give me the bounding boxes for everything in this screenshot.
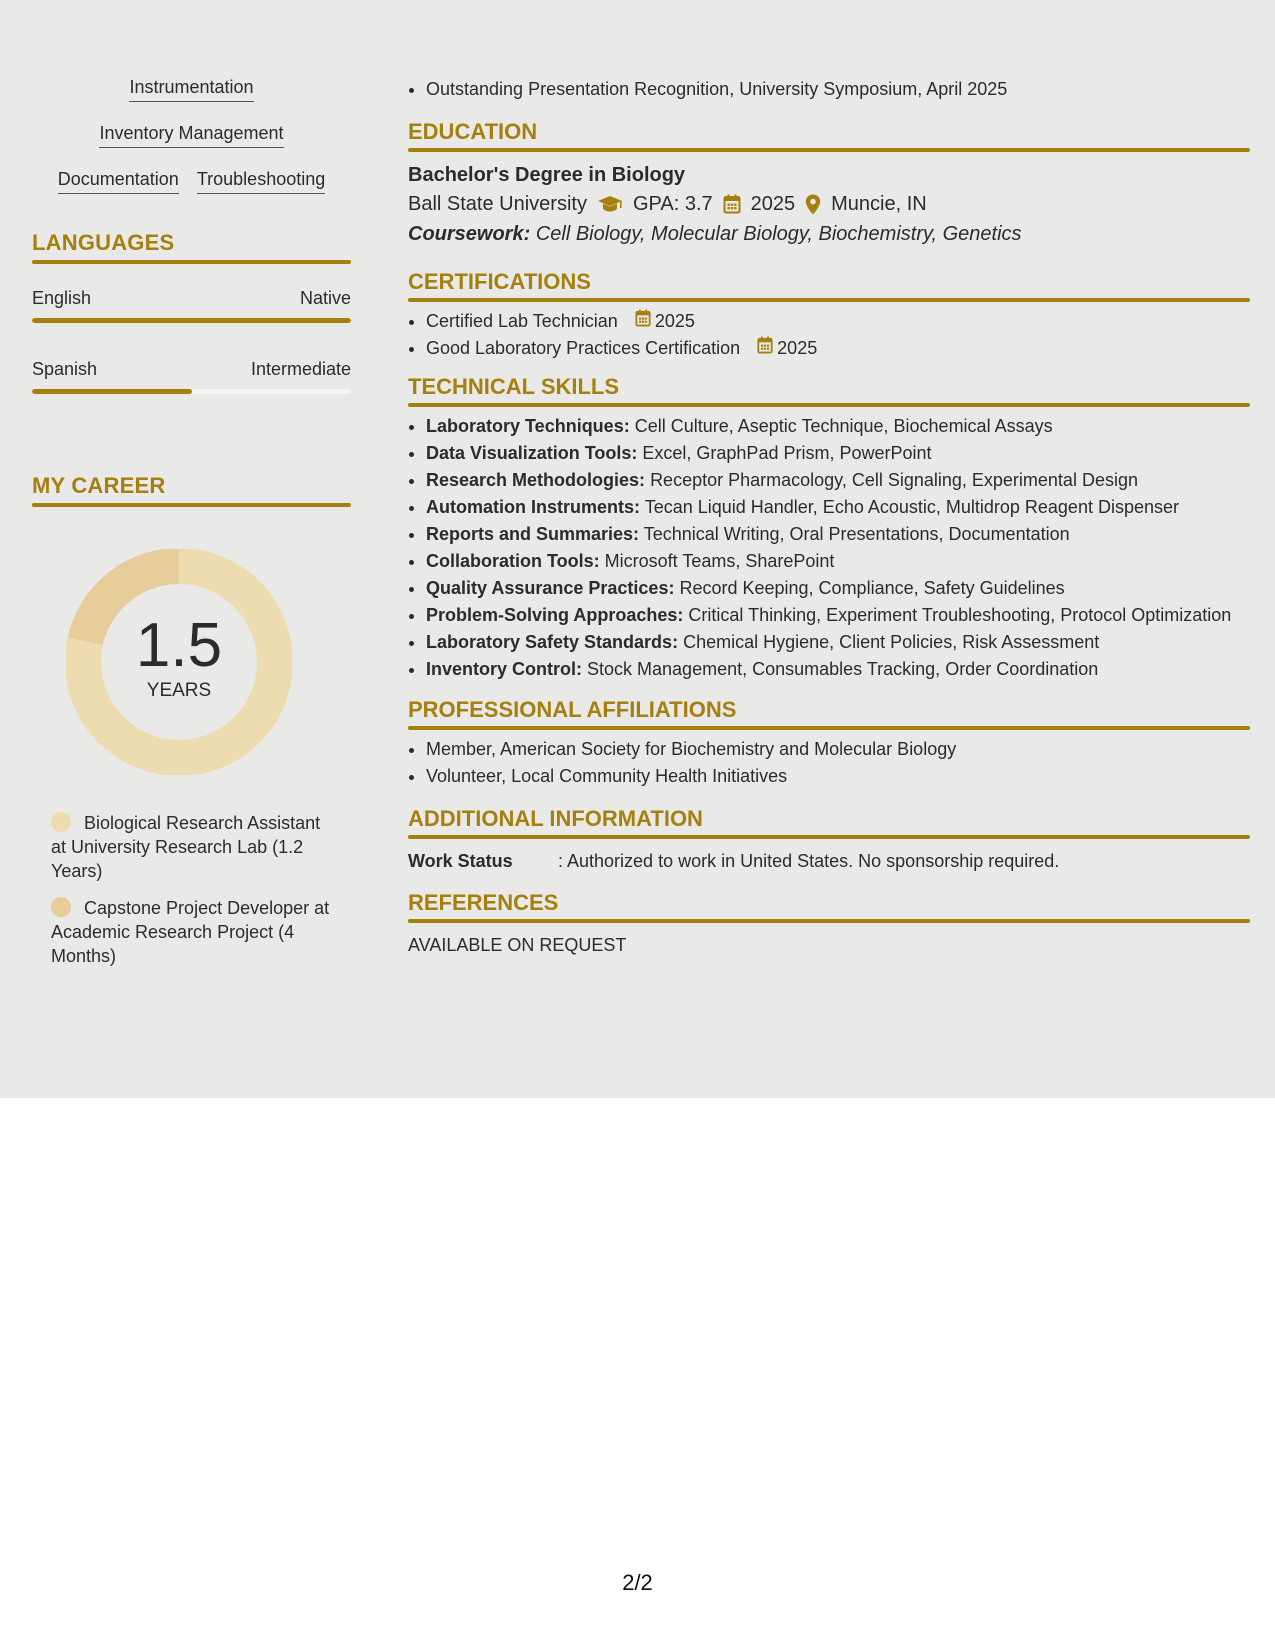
skill-item bbox=[426, 413, 1250, 440]
language-item bbox=[32, 286, 351, 323]
section-rule bbox=[408, 919, 1250, 923]
left-column bbox=[32, 76, 351, 981]
skill-label: Inventory Control: bbox=[426, 659, 582, 679]
technical-skills-heading: TECHNICAL SKILLS bbox=[408, 374, 620, 399]
skill-item bbox=[426, 629, 1250, 656]
right-column bbox=[408, 76, 1250, 957]
certification-year: 2025 bbox=[777, 338, 818, 358]
skill-label: Laboratory Safety Standards: bbox=[426, 632, 679, 652]
coursework bbox=[408, 219, 1250, 249]
legend-dot bbox=[51, 812, 71, 832]
certification-name: Good Laboratory Practices Certification bbox=[426, 338, 741, 358]
skill-tags bbox=[32, 76, 351, 194]
section-rule bbox=[408, 726, 1250, 730]
legend-label: Biological Research Assistant at University Research Lab (1.2 Years) bbox=[51, 813, 321, 881]
skill-value: Record Keeping, Compliance, Safety Guidelines bbox=[679, 578, 1065, 598]
career-unit: YEARS bbox=[146, 680, 212, 701]
work-status-label: Work Status bbox=[408, 851, 513, 871]
language-bar-fill bbox=[32, 318, 351, 323]
skill-value: Chemical Hygiene, Client Policies, Risk Assessment bbox=[683, 632, 1100, 652]
coursework-label: Coursework: bbox=[408, 223, 531, 245]
certifications-section bbox=[408, 267, 1250, 362]
language-name: English bbox=[32, 288, 92, 308]
affiliations-section bbox=[408, 695, 1250, 790]
coursework-list: Cell Biology, Molecular Biology, Biochemistry, Genetics bbox=[535, 223, 1022, 245]
graduation-cap-icon bbox=[597, 195, 623, 213]
skill-item bbox=[426, 575, 1250, 602]
section-rule bbox=[408, 835, 1250, 839]
education-section bbox=[408, 117, 1250, 249]
skill-item bbox=[426, 440, 1250, 467]
technical-skills-list bbox=[408, 413, 1250, 683]
affiliations-heading: PROFESSIONAL AFFILIATIONS bbox=[408, 697, 737, 722]
awards-list bbox=[408, 76, 1250, 103]
languages-heading: LANGUAGES bbox=[32, 230, 175, 255]
skill-label: Reports and Summaries: bbox=[426, 524, 640, 544]
affiliation-item: • Volunteer, Local Community Health Initiatives bbox=[426, 763, 1250, 790]
career-section bbox=[32, 471, 351, 968]
calendar-icon bbox=[757, 335, 777, 362]
career-legend bbox=[32, 811, 331, 968]
skill-value: Receptor Pharmacology, Cell Signaling, Experimental Design bbox=[650, 470, 1138, 490]
language-level: Intermediate bbox=[250, 359, 351, 379]
additional-info-section bbox=[408, 804, 1250, 874]
languages-section bbox=[32, 228, 351, 394]
career-heading: MY CAREER bbox=[32, 473, 166, 498]
skill-value: Microsoft Teams, SharePoint bbox=[604, 551, 835, 571]
section-rule bbox=[408, 403, 1250, 407]
skill-value: Excel, GraphPad Prism, PowerPoint bbox=[642, 443, 932, 463]
career-total: 1.5 bbox=[135, 611, 223, 680]
language-bar bbox=[32, 389, 351, 394]
skill-tag: Documentation bbox=[58, 168, 179, 194]
references-section bbox=[408, 888, 1250, 957]
references-heading: REFERENCES bbox=[408, 890, 559, 915]
skill-row bbox=[32, 122, 351, 148]
legend-item bbox=[51, 896, 331, 968]
graduation-year: 2025 bbox=[750, 193, 796, 215]
legend-label: Capstone Project Developer at Academic Research Project (4 Months) bbox=[51, 898, 330, 966]
skill-tag: Instrumentation bbox=[129, 76, 253, 102]
skill-label: Data Visualization Tools: bbox=[426, 443, 638, 463]
affiliation-item: • Member, American Society for Biochemistry and Molecular Biology bbox=[426, 736, 1250, 763]
location: Muncie, IN bbox=[831, 193, 927, 215]
work-status-value: : Authorized to work in United States. No sponsorship required. bbox=[558, 851, 1060, 871]
skill-row bbox=[32, 168, 351, 194]
calendar-icon bbox=[635, 308, 655, 335]
skill-value: Cell Culture, Aseptic Technique, Biochemical Assays bbox=[634, 416, 1053, 436]
skill-item bbox=[426, 602, 1250, 629]
page-number: 2/2 bbox=[622, 1570, 653, 1595]
skill-tag: Inventory Management bbox=[99, 122, 283, 148]
legend-dot bbox=[51, 897, 71, 917]
skill-item bbox=[426, 656, 1250, 683]
language-bar-fill bbox=[32, 389, 192, 394]
certification-item bbox=[426, 308, 1250, 335]
gpa: GPA: 3.7 bbox=[632, 193, 713, 215]
skill-row bbox=[32, 76, 351, 102]
skill-label: Automation Instruments: bbox=[426, 497, 640, 517]
skill-value: Tecan Liquid Handler, Echo Acoustic, Multidrop Reagent Dispenser bbox=[644, 497, 1179, 517]
calendar-icon bbox=[723, 194, 741, 214]
certification-item bbox=[426, 335, 1250, 362]
certifications-heading: CERTIFICATIONS bbox=[408, 269, 591, 294]
skill-item bbox=[426, 521, 1250, 548]
career-center bbox=[66, 549, 292, 775]
skill-label: Collaboration Tools: bbox=[426, 551, 600, 571]
legend-item bbox=[51, 811, 331, 883]
award-item: • Outstanding Presentation Recognition, University Symposium, April 2025 bbox=[426, 76, 1250, 103]
career-donut-chart bbox=[66, 549, 292, 775]
school-name: Ball State University bbox=[408, 193, 587, 215]
skill-item bbox=[426, 494, 1250, 521]
work-status-row bbox=[408, 848, 1250, 874]
skill-label: Research Methodologies: bbox=[426, 470, 646, 490]
language-bar bbox=[32, 318, 351, 323]
skill-label: Problem-Solving Approaches: bbox=[426, 605, 684, 625]
skill-tag: Troubleshooting bbox=[197, 168, 325, 194]
additional-info-heading: ADDITIONAL INFORMATION bbox=[408, 806, 703, 831]
affiliations-list bbox=[408, 736, 1250, 790]
section-rule bbox=[408, 298, 1250, 302]
language-level: Native bbox=[299, 288, 351, 308]
education-meta bbox=[408, 189, 1250, 219]
skill-value: Critical Thinking, Experiment Troubleshooting, Protocol Optimization bbox=[688, 605, 1232, 625]
skill-label: Laboratory Techniques: bbox=[426, 416, 630, 436]
skill-label: Quality Assurance Practices: bbox=[426, 578, 675, 598]
degree-title: Bachelor's Degree in Biology bbox=[408, 164, 686, 186]
section-rule bbox=[408, 148, 1250, 152]
map-pin-icon bbox=[805, 194, 821, 215]
language-item bbox=[32, 357, 351, 394]
skill-value: Technical Writing, Oral Presentations, Documentation bbox=[643, 524, 1070, 544]
references-text: AVAILABLE ON REQUEST bbox=[408, 935, 627, 955]
skill-item bbox=[426, 548, 1250, 575]
certification-year: 2025 bbox=[654, 311, 695, 331]
section-rule bbox=[32, 503, 351, 507]
skill-item bbox=[426, 467, 1250, 494]
skill-value: Stock Management, Consumables Tracking, Order Coordination bbox=[587, 659, 1099, 679]
technical-skills-section bbox=[408, 372, 1250, 683]
section-rule bbox=[32, 260, 351, 264]
education-heading: EDUCATION bbox=[408, 119, 538, 144]
certification-name: Certified Lab Technician bbox=[426, 311, 618, 331]
certifications-list bbox=[408, 308, 1250, 362]
language-name: Spanish bbox=[32, 359, 98, 379]
